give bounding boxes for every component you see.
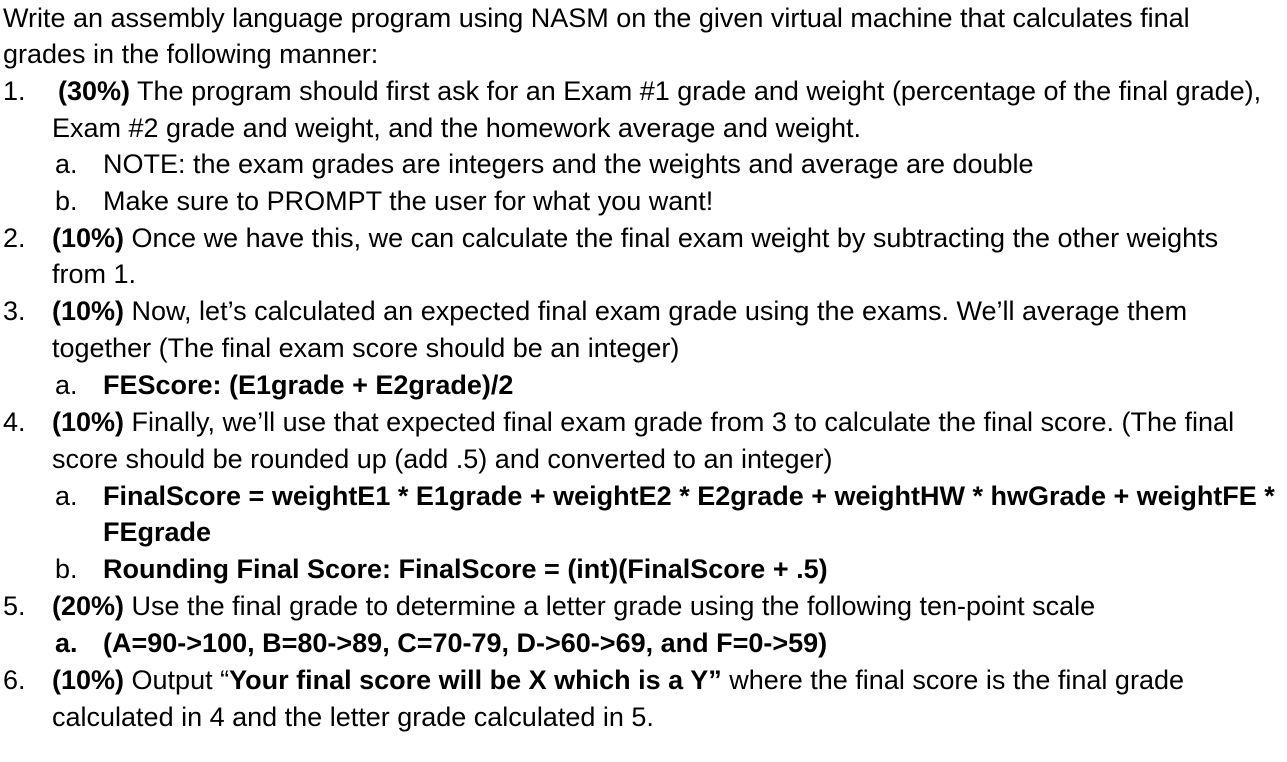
item-weight: (30%) <box>58 76 131 106</box>
item-weight: (10%) <box>52 665 125 695</box>
sub-letter: a. <box>55 149 78 179</box>
item-number: 5. <box>3 591 26 621</box>
item-number: 4. <box>3 407 26 437</box>
sub-letter: a. <box>55 481 78 511</box>
item-number: 2. <box>3 223 26 253</box>
item-number: 3. <box>3 296 26 326</box>
item-weight: (10%) <box>52 296 125 326</box>
sub-letter: b. <box>55 186 78 216</box>
item-weight: (20%) <box>52 591 125 621</box>
item-weight: (10%) <box>52 407 125 437</box>
sub-letter: a. <box>55 370 78 400</box>
sub-letter: b. <box>55 554 78 584</box>
item-number: 6. <box>3 665 26 695</box>
item-weight: (10%) <box>52 223 125 253</box>
item-number: 1. <box>3 76 26 106</box>
sub-letter: a. <box>55 628 78 658</box>
assignment-document: Write an assembly language program using NASM on the given virtual machine that calculates final grades in the following manner: 1. (30%) The program should first ask for an Exam #1 grade and weight (percentage of the final grade), Exam #2 grade and weight, and the homework average and weight. a. NOTE: the exam grades are integers and the weights and average are double b. Make sure to PROMPT the user for what you want! 2. (10%) Once we have this, we can calculate the final exam weight by subtracting the other weights from 1. 3. (10%) Now, let’s calculated an expected final exam grade using the exams. We’ll average them together (The final exam score should be an integer) a. FEScore: (E1grade + E2grade)/2 4. (10%) Finally, we’ll use that expected final exam grade from 3 to calculate the final score. (The final score should be rounded up (add .5) and converted to an integer) a. FinalScore = weightE1 * E1grade + weightE2 * E2grade + weightHW * hwGrade + weightFE * FEgrade b. Rounding Final Score: FinalScore = (int)(FinalScore + .5) 5. (20%) Use the final grade to determine a letter grade using the following ten-point scale a. (A=90->100, B=80->89, C=70-79, D->60->69, and F=0->59) 6. (10%) Output “Your final score will be X which is a Y” where the final score is the final grade calculated in 4 and the letter grade calculated in 5. <box>3 3 1275 732</box>
